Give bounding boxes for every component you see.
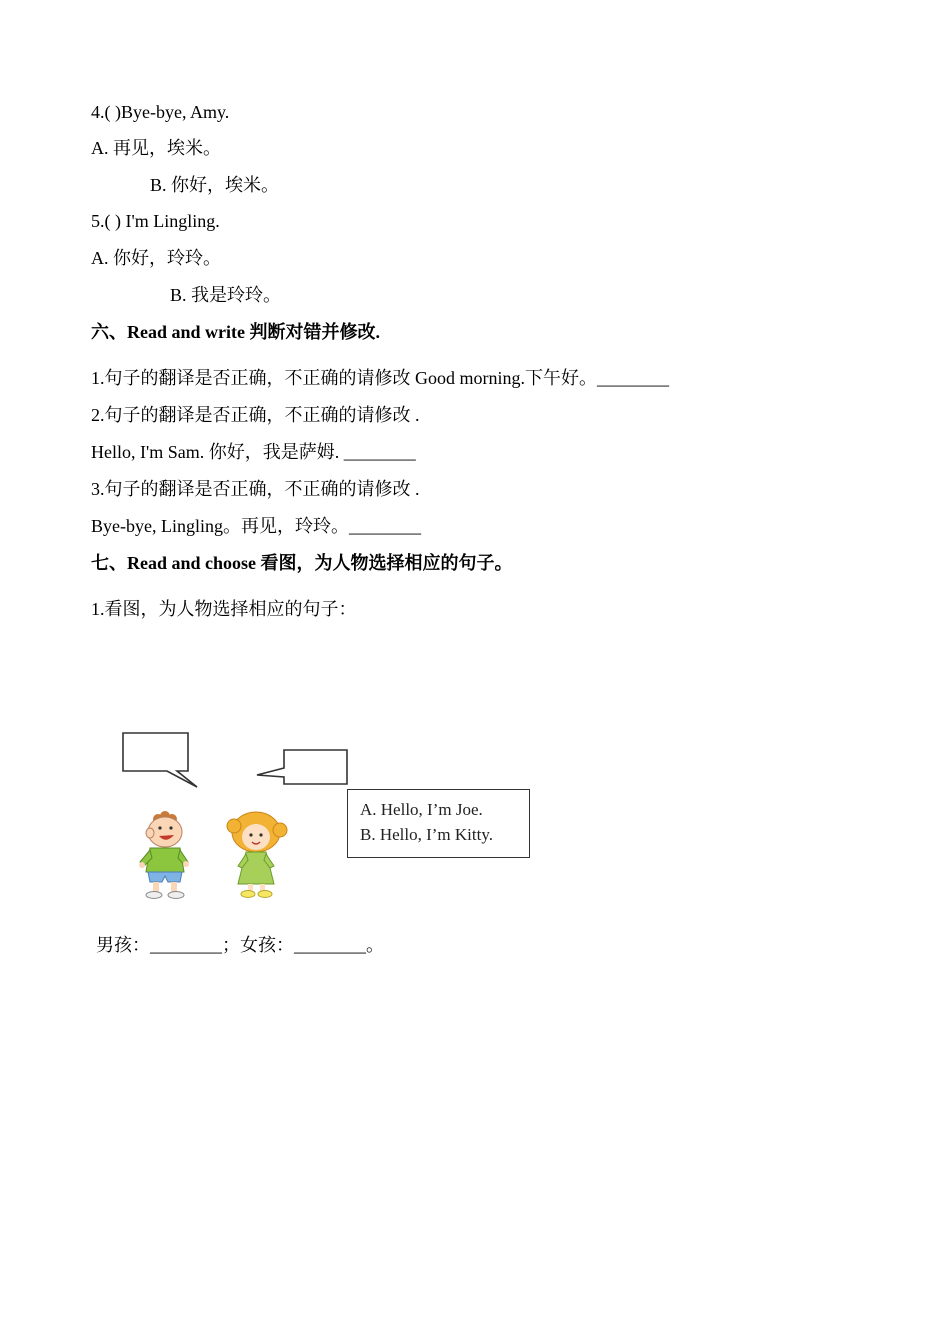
answer-line: 男孩：________；女孩：________。 [96,935,384,955]
choice-b: B. Hello, I’m Kitty. [360,825,493,844]
section-7-heading: 七、Read and choose 看图，为人物选择相应的句子。 [91,553,513,573]
boy-speech-bubble [123,733,197,787]
choices-box [347,789,530,858]
section-6-heading: 六、Read and write 判断对错并修改. [91,322,380,342]
girl-figure [227,812,287,898]
section-6-item-3: 3.句子的翻译是否正确，不正确的请修改 . [91,479,420,499]
section-6-item-2-sentence: Hello, I'm Sam. 你好，我是萨姆. ________ [91,442,416,462]
question-5-option-b: B. 我是玲玲。 [170,285,282,305]
section-7-instruction: 1.看图，为人物选择相应的句子： [91,599,357,619]
section-6-item-2: 2.句子的翻译是否正确，不正确的请修改 . [91,405,420,425]
question-4-option-b: B. 你好，埃米。 [150,175,280,195]
question-5-option-a: A. 你好，玲玲。 [91,248,221,268]
boy-figure [139,811,189,899]
question-4-stem: 4.( )Bye-bye, Amy. [91,102,230,122]
section-6-item-1: 1.句子的翻译是否正确，不正确的请修改 Good morning.下午好。________ [91,368,669,388]
question-5-stem: 5.( ) I'm Lingling. [91,211,220,231]
section-6-item-3-sentence: Bye-bye, Lingling。再见，玲玲。________ [91,516,421,536]
question-4-option-a: A. 再见，埃米。 [91,138,221,158]
girl-speech-bubble [257,750,347,784]
choice-a: A. Hello, I’m Joe. [360,800,483,819]
